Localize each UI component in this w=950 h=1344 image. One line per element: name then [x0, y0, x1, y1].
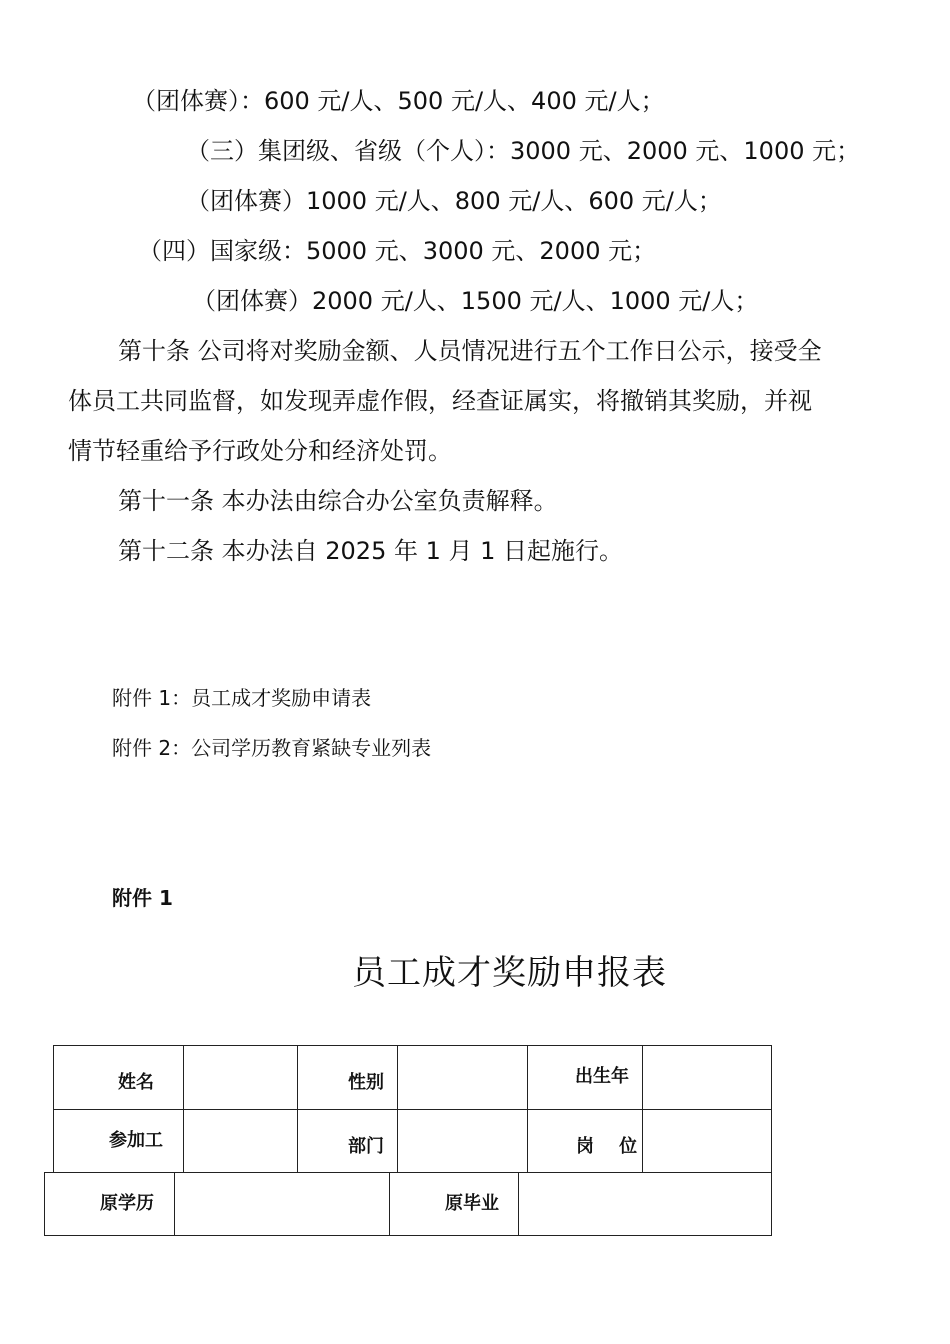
body-line-group-provincial: （三）集团级、省级（个人）：3000 元、2000 元、1000 元； — [186, 137, 861, 165]
form-cell-birth-label — [527, 1045, 643, 1110]
form-cell-gender-value — [397, 1045, 528, 1110]
form-cell-department-value — [397, 1109, 528, 1173]
attachment-2-reference: 附件 2：公司学历教育紧缺专业列表 — [112, 736, 432, 760]
article-10-line-2: 体员工共同监督，如发现弄虚作假，经查证属实，将撤销其奖励，并视 — [68, 387, 812, 415]
body-line-national: （四）国家级：5000 元、3000 元、2000 元； — [138, 237, 657, 265]
form-cell-original-education-label — [44, 1172, 175, 1236]
department-label: 部门 — [348, 1136, 384, 1157]
article-10-line-1: 第十条 公司将对奖励金额、人员情况进行五个工作日公示，接受全 — [118, 337, 822, 365]
position-label: 岗 位 — [576, 1136, 638, 1157]
form-cell-position-value — [642, 1109, 772, 1173]
form-cell-gender-label — [297, 1045, 398, 1110]
form-cell-original-graduation-value — [518, 1172, 772, 1236]
body-line-team-1000: （团体赛）1000 元/人、800 元/人、600 元/人； — [186, 187, 722, 215]
form-cell-original-education-value — [174, 1172, 390, 1236]
name-label: 姓名 — [118, 1072, 154, 1093]
form-cell-department-label — [297, 1109, 398, 1173]
body-line-team-2000: （团体赛）2000 元/人、1500 元/人、1000 元/人； — [192, 287, 759, 315]
form-cell-join-work-label — [53, 1109, 184, 1173]
appendix-heading: 附件 1 — [112, 886, 173, 910]
form-cell-birth-value — [642, 1045, 772, 1110]
form-cell-join-work-value — [183, 1109, 298, 1173]
join-work-label: 参加工 — [109, 1130, 163, 1151]
article-10-line-3: 情节轻重给予行政处分和经济处罚。 — [68, 437, 452, 465]
body-line-team-600: （团体赛）：600 元/人、500 元/人、400 元/人； — [132, 87, 665, 115]
article-11: 第十一条 本办法由综合办公室负责解释。 — [118, 487, 558, 515]
form-cell-name-label — [53, 1045, 184, 1110]
original-graduation-label: 原毕业 — [445, 1193, 499, 1214]
gender-label: 性别 — [348, 1072, 384, 1093]
original-education-label: 原学历 — [100, 1193, 154, 1214]
attachment-1-reference: 附件 1：员工成才奖励申请表 — [112, 686, 372, 710]
form-cell-name-value — [183, 1045, 298, 1110]
form-cell-original-graduation-label — [389, 1172, 519, 1236]
form-title: 员工成才奖励申报表 — [352, 953, 667, 993]
birth-label: 出生年 — [575, 1066, 629, 1087]
article-12: 第十二条 本办法自 2025 年 1 月 1 日起施行。 — [118, 537, 624, 565]
form-cell-position-label — [527, 1109, 643, 1173]
